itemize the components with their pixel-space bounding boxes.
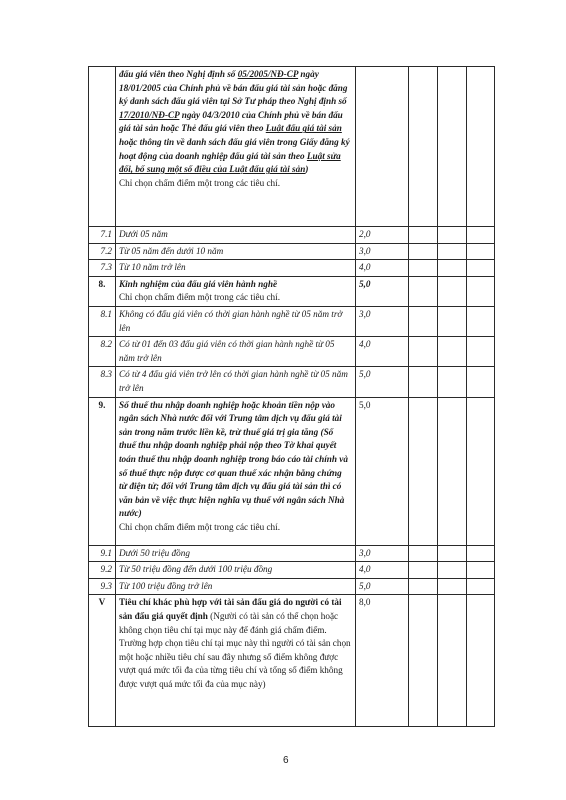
row-number: 9.2 — [89, 562, 116, 579]
max-score: 4,0 — [356, 260, 409, 277]
empty-cell — [409, 562, 438, 579]
row-number: 8.1 — [89, 306, 116, 336]
criteria-text: Dưới 50 triệu đồng — [116, 545, 356, 562]
empty-cell — [467, 337, 495, 367]
empty-cell — [409, 545, 438, 562]
empty-cell — [409, 243, 438, 260]
criteria-title: Số thuế thu nhập doanh nghiệp hoặc khoản tiền nộp vào ngân sách Nhà nước đối với Trung tâm dịch vụ đấu giá tài sản trong năm trước liền kề, trừ thuế giá trị gia tăng (Số thuế thu nhập doanh nghiệp phải nộp theo Tờ khai quyết toán thuế thu nhập doanh nghiệp trong báo cáo tài chính và số thuế thực nộp được cơ quan thuế xác nhận bằng chứng từ điện tử; đối với Trung tâm dịch vụ đấu giá tài sản thì có văn bản về việc thực hiện nghĩa vụ thuế với ngân sách Nhà nước) — [119, 399, 348, 519]
max-score: 3,0 — [356, 545, 409, 562]
empty-cell — [438, 337, 467, 367]
row-number: 7.1 — [89, 227, 116, 244]
selection-note: Chỉ chọn chấm điểm một trong các tiêu chí. — [119, 292, 280, 303]
row-number: 7.3 — [89, 260, 116, 277]
row-number: 9.3 — [89, 578, 116, 595]
max-score — [356, 67, 409, 227]
decree-ref: 05/2005/NĐ-CP — [237, 69, 299, 79]
criteria-text: Từ 100 triệu đồng trở lên — [116, 578, 356, 595]
table-row — [89, 367, 495, 397]
empty-cell — [438, 306, 467, 336]
table-row — [89, 260, 495, 277]
empty-cell — [409, 260, 438, 277]
criteria-text: Từ 05 năm đến dưới 10 năm — [116, 243, 356, 260]
empty-cell — [409, 227, 438, 244]
criteria-description: (Người có tài sản có thể chọn hoặc không chọn tiêu chí tại mục này để đánh giá chấm điểm. Trường hợp chọn tiêu chí tại mục này thì người có tài sản chọn một hoặc nhiều tiêu chí sau đây nhưng số điểm không được vượt quá mức tối đa của từng tiêu chí và tổng số điểm không được vượt quá mức tối đa của mục này) — [119, 610, 351, 689]
empty-cell — [467, 397, 495, 545]
criteria-title: Kinh nghiệm của đấu giá viên hành nghề — [119, 278, 278, 289]
criteria-text — [116, 397, 356, 545]
empty-cell — [409, 276, 438, 306]
criteria-text: Dưới 05 năm — [116, 227, 356, 244]
row-number: 8. — [89, 276, 116, 306]
empty-cell — [467, 367, 495, 397]
max-score: 3,0 — [356, 243, 409, 260]
table-row — [89, 306, 495, 336]
criteria-text — [116, 595, 356, 727]
empty-cell — [409, 337, 438, 367]
empty-cell — [438, 595, 467, 727]
table-row — [89, 578, 495, 595]
max-score: 5,0 — [356, 276, 409, 306]
max-score: 5,0 — [356, 578, 409, 595]
empty-cell — [438, 397, 467, 545]
empty-cell — [438, 562, 467, 579]
row-number: 9.1 — [89, 545, 116, 562]
table-row — [89, 276, 495, 306]
empty-cell — [438, 545, 467, 562]
table-row — [89, 397, 495, 545]
section-number: V — [89, 595, 116, 727]
table-row — [89, 67, 495, 227]
empty-cell — [409, 367, 438, 397]
criteria-text: Có từ 4 đấu giá viên trở lên có thời gian hành nghề từ 05 năm trở lên — [116, 367, 356, 397]
max-score: 4,0 — [356, 337, 409, 367]
row-number: 7.2 — [89, 243, 116, 260]
table-row — [89, 227, 495, 244]
text-fragment: hoặc thông tin về danh sách đấu giá viên trong Giấy đăng ký hoạt động của doanh nghiệp đấu giá tài sản theo — [119, 136, 350, 161]
empty-cell — [467, 67, 495, 227]
max-score: 4,0 — [356, 562, 409, 579]
table-row — [89, 243, 495, 260]
text-fragment: ngày 04/3/2010 của Chính phủ về bán đấu giá tài sản hoặc Thẻ đấu giá viên theo — [119, 109, 343, 134]
criteria-text: Không có đấu giá viên có thời gian hành nghề từ 05 năm trở lên — [116, 306, 356, 336]
empty-cell — [467, 306, 495, 336]
row-number — [89, 67, 116, 227]
table-row — [89, 595, 495, 727]
empty-cell — [467, 545, 495, 562]
row-number: 8.2 — [89, 337, 116, 367]
row-number: 8.3 — [89, 367, 116, 397]
empty-cell — [467, 227, 495, 244]
empty-cell — [467, 243, 495, 260]
selection-note: Chỉ chọn chấm điểm một trong các tiêu chí. — [119, 177, 280, 188]
criteria-title: Tiêu chí khác phù hợp với tài sản đấu giá do người có tài sản đấu giá quyết định — [119, 597, 342, 621]
criteria-table — [88, 66, 495, 727]
table-row — [89, 545, 495, 562]
empty-cell — [438, 276, 467, 306]
table-row — [89, 337, 495, 367]
selection-note: Chỉ chọn chấm điểm một trong các tiêu chí. — [119, 521, 280, 532]
law-ref: Luật sửa đổi, bổ sung một số điều của Luật đấu giá tài sản — [119, 150, 341, 175]
empty-cell — [438, 578, 467, 595]
text-fragment: ngày 18/01/2005 của Chính phủ về bán đấu giá tài sản hoặc đăng ký danh sách đấu giá viên tại Sở Tư pháp theo Nghị định số — [119, 69, 348, 107]
empty-cell — [409, 67, 438, 227]
criteria-text — [116, 276, 356, 306]
law-ref: Luật đấu giá tài sản — [265, 123, 342, 134]
max-score: 8,0 — [356, 595, 409, 727]
empty-cell — [438, 260, 467, 277]
row-number: 9. — [89, 397, 116, 545]
empty-cell — [409, 595, 438, 727]
text-fragment: ) — [305, 164, 309, 175]
criteria-text: Có từ 01 đến 03 đấu giá viên có thời gian hành nghề từ 05 năm trở lên — [116, 337, 356, 367]
empty-cell — [438, 227, 467, 244]
max-score: 2,0 — [356, 227, 409, 244]
empty-cell — [467, 578, 495, 595]
empty-cell — [438, 367, 467, 397]
text-fragment: đấu giá viên theo Nghị định số — [119, 69, 238, 79]
empty-cell — [467, 562, 495, 579]
criteria-text — [116, 67, 356, 227]
empty-cell — [438, 67, 467, 227]
empty-cell — [467, 276, 495, 306]
criteria-text: Từ 10 năm trở lên — [116, 260, 356, 277]
max-score: 5,0 — [356, 397, 409, 545]
decree-ref: 17/2010/NĐ-CP — [119, 109, 180, 120]
criteria-text: Từ 50 triệu đồng đến dưới 100 triệu đồng — [116, 562, 356, 579]
empty-cell — [409, 578, 438, 595]
table-row — [89, 562, 495, 579]
empty-cell — [409, 306, 438, 336]
empty-cell — [467, 595, 495, 727]
page-number: 6 — [283, 755, 289, 766]
empty-cell — [438, 243, 467, 260]
max-score: 5,0 — [356, 367, 409, 397]
empty-cell — [467, 260, 495, 277]
max-score: 3,0 — [356, 306, 409, 336]
empty-cell — [409, 397, 438, 545]
